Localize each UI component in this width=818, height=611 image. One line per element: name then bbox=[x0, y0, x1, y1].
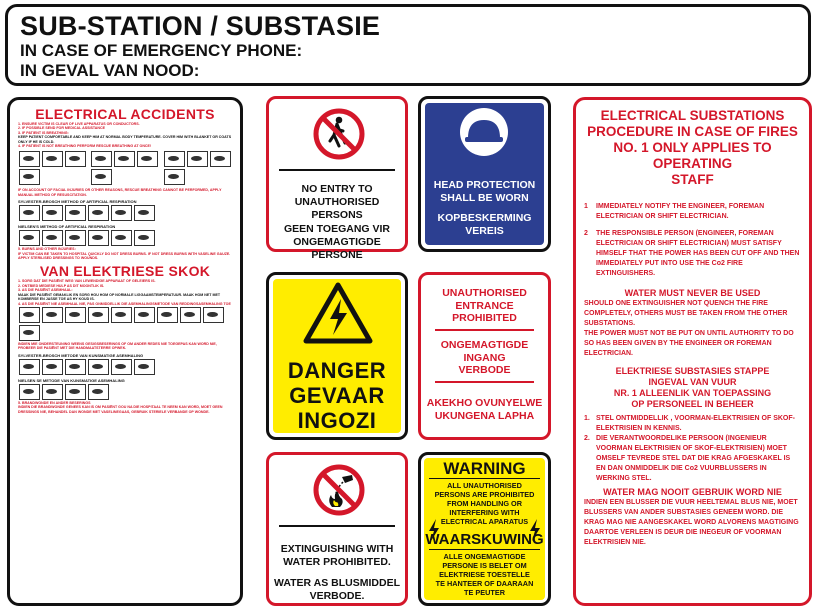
procedure-item-af-2 bbox=[584, 434, 801, 484]
warn-mouth-en: IF ON ACCOUNT OF FACIAL INJURIES OR OTHER REASONS, RESCUE BREATHING CANNOT BE PERFORMED, APPLY MANUAL METHOD OF RESUSCITATION. bbox=[18, 188, 222, 197]
figure-illustration bbox=[88, 359, 109, 375]
figure-illustration bbox=[91, 169, 112, 185]
sign-divider bbox=[429, 549, 540, 550]
sign-divider bbox=[279, 169, 395, 171]
figure-illustration bbox=[111, 205, 132, 221]
heading-en-1: ELECTRICAL SUBSTATIONS bbox=[600, 108, 785, 123]
no-entry-pedestrian-icon bbox=[312, 107, 366, 161]
sign-divider bbox=[279, 525, 395, 527]
procedure-item-en-1 bbox=[584, 202, 801, 222]
unauth-af-1: ONGEMAGTIGDE bbox=[440, 339, 529, 351]
figure-illustration bbox=[164, 151, 185, 167]
figure-illustration bbox=[42, 307, 63, 323]
no-entry-text-af bbox=[269, 223, 405, 262]
warning-en-1: ALL UNAUTHORISED bbox=[447, 481, 522, 490]
figure-illustration bbox=[134, 205, 155, 221]
fire-procedure-heading-af bbox=[584, 366, 801, 410]
sign-divider bbox=[429, 478, 540, 479]
no-entry-sign bbox=[266, 96, 408, 261]
unauth-text-af bbox=[421, 339, 548, 377]
unauth-en-2: ENTRANCE bbox=[455, 299, 514, 312]
item-number: 2. bbox=[584, 435, 590, 442]
item-text: DIE VERANTWOORDELIKE PERSOON (INGENIEUR VOORMAN ELEKTRISIEN OF SKOF-ELEKTRISIEN) MOET OMSELF TEVREDE STEL DAT DIE KRAG AFGESKAKEL IS EN DAN ONMIDDELIK DIE Co2 VUURBLUSSERS IN WERKING STEL. bbox=[596, 435, 791, 482]
warning-sign bbox=[418, 452, 551, 606]
no-entry-text-en bbox=[269, 183, 405, 222]
sylvester-figures bbox=[18, 204, 232, 222]
no-water-on-fire-icon bbox=[312, 463, 366, 517]
figure-illustration bbox=[19, 384, 40, 400]
burns-note-af: INDIEN DIE BRANDWONDE GENEES KAN IS OM PASIËNT GOU NA DIE HOSPITAAL TE NEEM KAN WORD, MOET GEEN DRESSINGS NIE, BEHANDEL DAN WONDE MET VASELINEGAAS, GEBRUIK STERIELE VERBANDE OP WONDE. bbox=[18, 405, 223, 414]
item-number: 2 bbox=[584, 230, 588, 237]
accidents-title-en: ELECTRICAL ACCIDENTS bbox=[35, 106, 215, 122]
head-text-af bbox=[421, 212, 548, 238]
figure-illustration bbox=[88, 230, 109, 246]
figure-illustration bbox=[19, 151, 40, 167]
figure-illustration bbox=[88, 384, 109, 400]
step-af-3-detail: MAAK DIE PASIËNT GEMAKLIK EN SORG HOU HOM OP NORMALE LIGGAAMSTEMPERATUUR. MAAK HOM NET MET KOMBERSE EN JASSE TOE AS HY KOUD IS. bbox=[18, 292, 221, 302]
figure-illustration bbox=[42, 384, 63, 400]
hard-hat-icon bbox=[459, 107, 509, 157]
sign-divider bbox=[435, 329, 534, 331]
unauth-zu-1: AKEKHO OVUNYELWE bbox=[426, 397, 543, 409]
figure-illustration bbox=[19, 169, 40, 185]
extin-en-2: WATER PROHIBITED. bbox=[283, 556, 391, 568]
head-protection-sign bbox=[418, 96, 551, 252]
head-text-en bbox=[421, 179, 548, 205]
procedure-item-af-1 bbox=[584, 414, 801, 434]
accidents-title-af: VAN ELEKTRIESE SKOK bbox=[39, 263, 211, 280]
figure-illustration bbox=[19, 307, 40, 323]
head-af-1: KOPBESKERMING bbox=[437, 212, 532, 224]
heading-en-4: STAFF bbox=[671, 172, 714, 187]
extin-text-en bbox=[269, 543, 405, 569]
figure-illustration bbox=[19, 359, 40, 375]
figure-illustration bbox=[42, 205, 63, 221]
unauth-zu-2: UKUNGENA LAPHA bbox=[434, 409, 535, 422]
head-en-1: HEAD PROTECTION bbox=[433, 179, 536, 191]
heading-en-3: NO. 1 ONLY APPLIES TO OPERATING bbox=[613, 140, 772, 171]
figure-illustration bbox=[88, 205, 109, 221]
warning-af-5: TE PEUTER bbox=[464, 588, 505, 597]
no-entry-en-3: PERSONS bbox=[311, 209, 363, 221]
figure-illustration bbox=[65, 307, 86, 323]
header-title: SUB-STATION / SUBSTASIE bbox=[20, 11, 381, 41]
unauth-text-en bbox=[421, 287, 548, 325]
figure-illustration bbox=[91, 151, 112, 167]
no-entry-en-1: NO ENTRY TO bbox=[301, 183, 373, 195]
water-heading-en: WATER MUST NEVER BE USED bbox=[624, 288, 761, 298]
figure-illustration bbox=[187, 151, 208, 167]
nielsen-heading-af: NIELSEN SE METODE VAN KUNSMATIGE ASEMHALING bbox=[18, 377, 125, 383]
warning-en-5: ELECTRICAL APARATUS bbox=[440, 517, 529, 526]
figure-illustration bbox=[88, 307, 109, 323]
nielsen-figures bbox=[18, 229, 232, 247]
danger-word-zu: INGOZI bbox=[297, 408, 377, 433]
unauthorised-entrance-sign bbox=[418, 272, 551, 440]
item-number: 1. bbox=[584, 415, 590, 422]
no-entry-af-1: GEEN TOEGANG VIR bbox=[284, 223, 390, 235]
figure-illustration bbox=[42, 151, 63, 167]
item-number: 1 bbox=[584, 203, 588, 210]
figure-illustration bbox=[180, 307, 201, 323]
rescue-breathing-figures bbox=[18, 150, 232, 186]
no-water-extinguishing-sign bbox=[266, 452, 408, 606]
step-af-3: 3. AS DIE PASIËNT ASEMHAAL: bbox=[18, 288, 73, 293]
figure-illustration bbox=[114, 151, 135, 167]
danger-word-af: GEVAAR bbox=[289, 383, 385, 408]
warning-en-4: INTERFERING WITH bbox=[449, 508, 520, 517]
rescue-breathing-figures-af bbox=[18, 306, 232, 342]
heading-af-3: NR. 1 ALLEENLIK VAN TOEPASSING bbox=[613, 388, 772, 398]
head-af-2: VEREIS bbox=[465, 225, 504, 237]
unauth-en-1: UNAUTHORISED bbox=[442, 287, 527, 299]
heading-en-2: PROCEDURE IN CASE OF FIRES bbox=[587, 124, 798, 139]
step-af-4: 4. AS DIE PASIËNT NIE ASEMHAAL NIE, PAS ONMIDDELLIK DIE ASEMHALINGSMETODE VAN REDDINGSASEMHALING TOE bbox=[18, 301, 231, 306]
warning-af-3: ELEKTRIESE TOESTELLE bbox=[439, 570, 530, 579]
burns-note-en: IF VICTIM CAN BE TAKEN TO HOSPITAL QUICKLY DO NOT DRESS BURNS. IF NOT DRESS BURNS WITH VASELINE GAUZE. APPLY STERILISED DRESSINGS TO WOUNDS. bbox=[18, 251, 231, 261]
danger-sign bbox=[266, 272, 408, 440]
heading-af-2: INGEVAL VAN VUUR bbox=[648, 377, 737, 387]
header-panel bbox=[5, 4, 811, 86]
unauth-af-3: VERBODE bbox=[458, 364, 511, 376]
unauth-af-2: INGANG bbox=[463, 351, 506, 364]
fire-procedure-heading-en bbox=[584, 108, 801, 188]
header-emergency-en: IN CASE OF EMERGENCY PHONE: bbox=[20, 41, 303, 60]
warning-en-3: FROM HANDLING OR bbox=[447, 499, 522, 508]
procedure-item-en-2 bbox=[584, 229, 801, 279]
extin-af-2: VERBODE. bbox=[309, 590, 365, 602]
figure-illustration bbox=[19, 325, 40, 341]
warning-af-1: ALLE ONGEMAGTIGDE bbox=[443, 552, 526, 561]
item-text: IMMEDIATELY NOTIFY THE ENGINEER, FOREMAN ELECTRICIAN OR SHIFT ELECTRICIAN. bbox=[596, 203, 765, 220]
step-en-3-detail: KEEP PATIENT COMFORTABLE AND KEEP HIM AT NORMAL BODY TEMPERATURE. COVER HIM WITH BLANKET OR COATS ONLY IF HE IS COLD. bbox=[18, 135, 232, 144]
figure-illustration bbox=[203, 307, 224, 323]
no-entry-en-2: UNAUTHORISED bbox=[294, 196, 380, 208]
burns-heading-en: 5. BURNS AND OTHER INJURIES: bbox=[18, 247, 76, 252]
nielsen-heading-en: NIELSEN'S METHOD OF ARTIFICIAL RESPIRATION bbox=[18, 224, 116, 230]
step-en-3: 3. IF PATIENT IS BREATHING: bbox=[18, 130, 69, 135]
warning-body-af bbox=[421, 552, 548, 597]
sylvester-heading-af: SYLVESTER-BROSCH METODE VAN KUNSMATIGE ASEMHALING bbox=[18, 352, 144, 358]
figure-illustration bbox=[65, 384, 86, 400]
figure-illustration bbox=[157, 307, 178, 323]
nielsen-figures-af bbox=[18, 383, 232, 401]
heading-af-4: OP PERSONEEL IN BEHEER bbox=[631, 399, 754, 409]
figure-illustration bbox=[111, 307, 132, 323]
extin-text-af bbox=[269, 577, 405, 603]
figure-illustration bbox=[65, 205, 86, 221]
warning-title-en: WARNING bbox=[443, 459, 526, 478]
step-en-1: 1. ENSURE VICTIM IS CLEAR OF LIVE APPARATUS OR CONDUCTORS. bbox=[18, 122, 140, 126]
figure-illustration bbox=[134, 359, 155, 375]
figure-illustration bbox=[65, 230, 86, 246]
warn-af: INDIEN MIE ONDERSTEUNING WEENS GESIGSBESERINGS OF OM ANDER REDES NIE TOEGEPAS KAN WORD NIE, PROBEER DIE PASIËNT MET DIE HANDMAATSTERRE OPWEK. bbox=[18, 341, 217, 351]
sylvester-figures-af bbox=[18, 358, 232, 376]
fire-procedure-poster bbox=[573, 97, 812, 606]
head-en-2: SHALL BE WORN bbox=[440, 192, 529, 204]
figure-illustration bbox=[134, 230, 155, 246]
high-voltage-icon bbox=[303, 281, 373, 345]
step-en-4: 4. IF PATIENT IS NOT BREATHING PERFORM RESCUE BREATHING AT ONCE! bbox=[18, 144, 152, 149]
figure-illustration bbox=[65, 359, 86, 375]
step-en-2: 2. IF POSSIBLE SEND FOR MEDICAL ASSISTANCE bbox=[18, 126, 105, 131]
water-text-en: SHOULD ONE EXTINGUISHER NOT QUENCH THE FIRE COMPLETELY, OTHERS MUST BE TAKEN FROM THE OTHER SUBSTATIONS. THE POWER MUST NOT BE PUT ON UNTIL AUTHORITY TO DO SO HAS BEEN GIVEN BY THE ENGINEER OR FOREMAN ELECTRICIAN. bbox=[584, 300, 794, 357]
warning-af-4: TE HANTEER OF DAARAAN bbox=[435, 579, 534, 588]
warning-title-af: WAARSKUWING bbox=[425, 531, 544, 548]
figure-illustration bbox=[19, 205, 40, 221]
figure-illustration bbox=[137, 151, 158, 167]
item-text: STEL ONTMIDDELLIK , VOORMAN-ELEKTRISIEN OF SKOF-ELEKTRISIEN IN KENNIS. bbox=[596, 415, 795, 432]
warning-en-2: PERSONS ARE PROHIBITED bbox=[434, 490, 535, 499]
sign-divider bbox=[435, 381, 534, 383]
extin-en-1: EXTINGUISHING WITH bbox=[280, 543, 394, 555]
figure-illustration bbox=[42, 359, 63, 375]
figure-illustration bbox=[134, 307, 155, 323]
figure-illustration bbox=[111, 359, 132, 375]
heading-af-1: ELEKTRIESE SUBSTASIES STAPPE bbox=[615, 366, 770, 376]
burns-heading-af: 5. BRANDWONDE EN ANDER BESERINGS bbox=[18, 400, 91, 405]
no-entry-af-2: ONGEMAGTIGDE PERSONE bbox=[293, 236, 381, 261]
figure-illustration bbox=[111, 230, 132, 246]
item-text: THE RESPONSIBLE PERSON (ENGINEER, FOREMAN ELECTRICIAN OR SHIFT ELECTRICIAN) MUST SATISFY HIMSELF THAT THE POWER HAS BEEN CUT OFF AND THEN IMMEDIATELY PUT INTO USE THE Co2 FIRE EXTINGUISHERS. bbox=[596, 230, 800, 277]
figure-illustration bbox=[42, 230, 63, 246]
danger-word-en: DANGER bbox=[287, 358, 387, 383]
unauth-en-3: PROHIBITED bbox=[452, 312, 517, 324]
figure-illustration bbox=[19, 230, 40, 246]
figure-illustration bbox=[164, 169, 185, 185]
header-emergency-af: IN GEVAL VAN NOOD: bbox=[20, 61, 200, 80]
unauth-text-zu bbox=[421, 397, 548, 422]
extin-af-1: WATER AS BLUSMIDDEL bbox=[274, 577, 400, 589]
step-af-1: 1. SORG DAT DIE PASIËNT WEG VAN LEWENDIGE APPARAAT OF GELEIERS IS. bbox=[18, 279, 156, 284]
sylvester-heading-en: SYLVESTER-BROSCH METHOD OF ARTIFICIAL RESPIRATION bbox=[18, 199, 137, 205]
water-text-af: INDIEN EEN BLUSSER DIE VUUR HEELTEMAL BLUS NIE, MOET BLUSSERS VAN ANDER SUBSTASIES GENEEM WORD. DIE KRAG MAG NIE AANGESKAKEL WORD ALVORENS MAGTIGING DAARTOE VERLEEN IS DEUR DIE INEGEUR OF VOORMAN ELEKTRISIEN NIE. bbox=[584, 499, 799, 546]
warning-af-2: PERSONE IS BELET OM bbox=[442, 561, 527, 570]
electrical-accidents-poster bbox=[7, 97, 243, 606]
water-heading-af: WATER MAG NOOIT GEBRUIK WORD NIE bbox=[603, 487, 782, 497]
figure-illustration bbox=[65, 151, 86, 167]
figure-illustration bbox=[210, 151, 231, 167]
step-af-2: 2. ONTBIED MEDIESE HULP AS DIT MOONTLIK IS. bbox=[18, 283, 105, 288]
